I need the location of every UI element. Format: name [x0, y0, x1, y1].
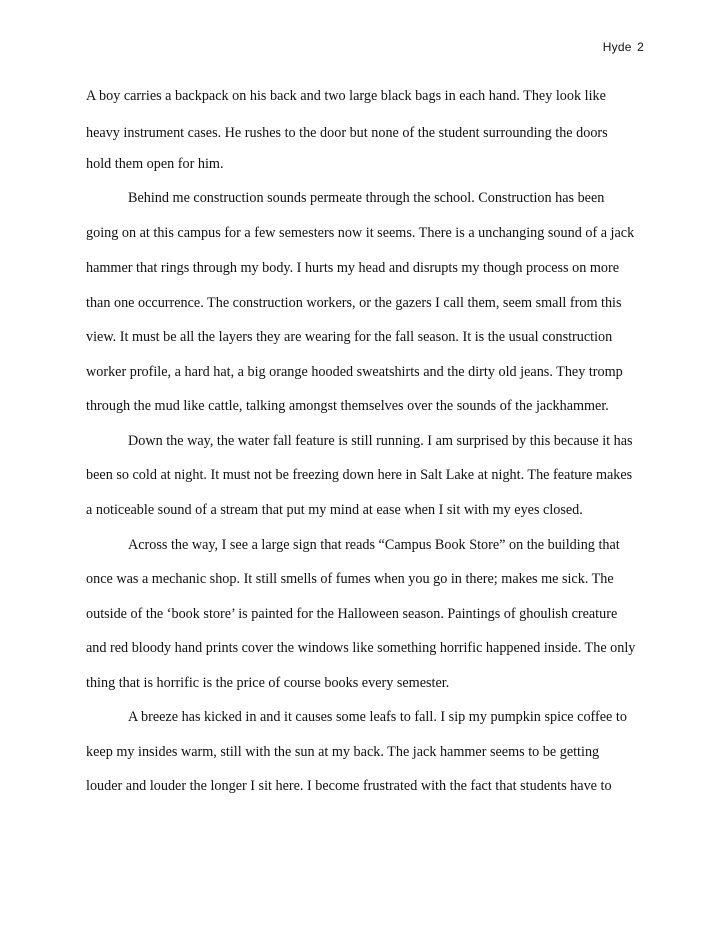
body-line: thing that is horrific is the price of course books every semester.: [86, 675, 450, 691]
body-line: a noticeable sound of a stream that put my mind at ease when I sit with my eyes closed.: [86, 502, 583, 518]
body-line: than one occurrence. The construction workers, or the gazers I call them, seem small from this: [86, 295, 622, 311]
paragraph-first-line: A breeze has kicked in and it causes some leafs to fall. I sip my pumpkin spice coffee to: [128, 709, 627, 725]
body-line: and red bloody hand prints cover the windows like something horrific happened inside. The only: [86, 640, 636, 656]
paragraph-first-line: Across the way, I see a large sign that reads “Campus Book Store” on the building that: [128, 537, 620, 553]
body-line: through the mud like cattle, talking amongst themselves over the sounds of the jackhammer.: [86, 398, 609, 414]
paragraph-first-line: Behind me construction sounds permeate through the school. Construction has been: [128, 190, 605, 206]
body-line: hammer that rings through my body. I hurts my head and disrupts my though process on more: [86, 260, 620, 276]
body-line: hold them open for him.: [86, 156, 224, 172]
running-head: Hyde 2: [602, 40, 644, 54]
body-line: worker profile, a hard hat, a big orange hooded sweatshirts and the dirty old jeans. They tromp: [86, 364, 623, 380]
body-line: keep my insides warm, still with the sun at my back. The jack hammer seems to be getting: [86, 744, 600, 760]
body-line: view. It must be all the layers they are wearing for the fall season. It is the usual construction: [86, 329, 613, 345]
body-line: A boy carries a backpack on his back and two large black bags in each hand. They look like: [86, 88, 606, 104]
body-line: louder and louder the longer I sit here. I become frustrated with the fact that students have to: [86, 778, 612, 794]
body-line: outside of the ‘book store’ is painted for the Halloween season. Paintings of ghoulish creature: [86, 606, 618, 622]
paragraph-first-line: Down the way, the water fall feature is still running. I am surprised by this because it has: [128, 433, 633, 449]
body-line: been so cold at night. It must not be freezing down here in Salt Lake at night. The feature makes: [86, 467, 633, 483]
body-line: going on at this campus for a few semesters now it seems. There is a unchanging sound of a jack: [86, 225, 635, 241]
body-line: heavy instrument cases. He rushes to the door but none of the student surrounding the doors: [86, 125, 608, 141]
body-line: once was a mechanic shop. It still smells of fumes when you go in there; makes me sick. The: [86, 571, 614, 587]
